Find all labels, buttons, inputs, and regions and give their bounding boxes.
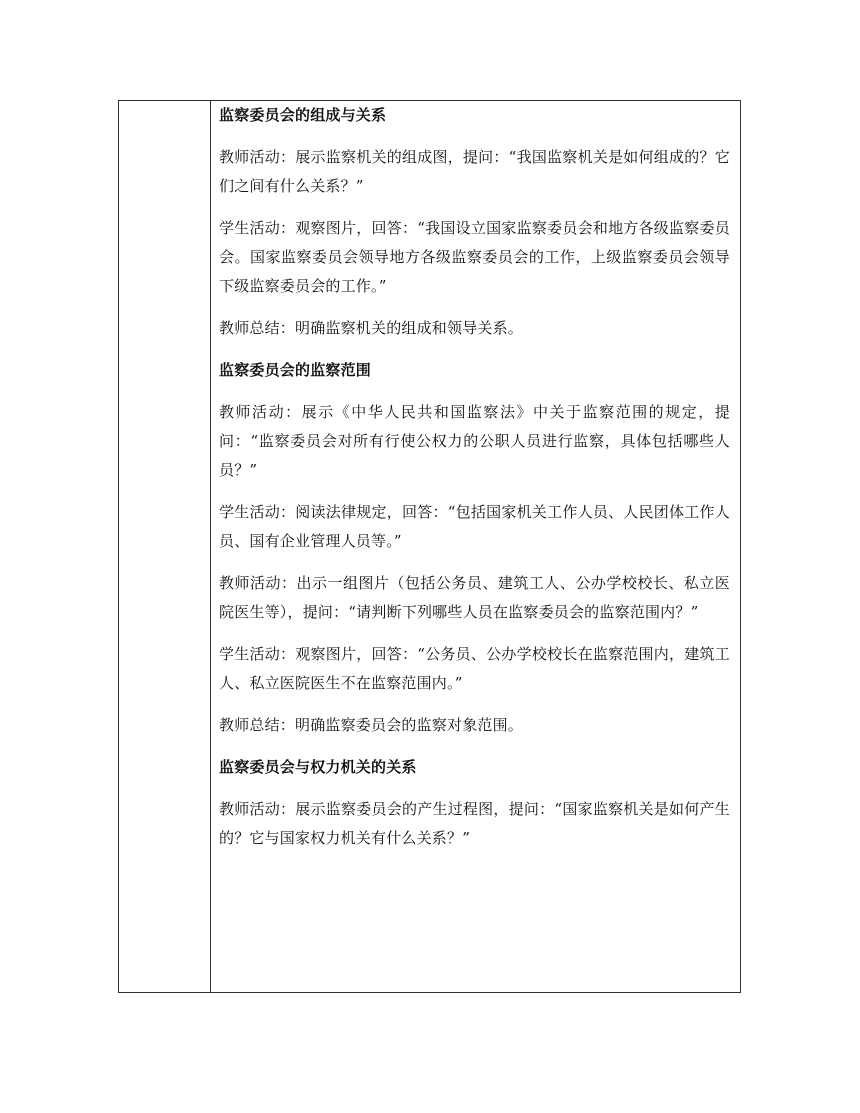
paragraph: 学生活动：阅读法律规定，回答：“包括国家机关工作人员、人民团体工作人员、国有企业管理人员等。” — [219, 503, 730, 550]
section-heading: 监察委员会与权力机关的关系 — [219, 758, 417, 776]
paragraph: 教师活动：展示《中华人民共和国监察法》中关于监察范围的规定，提问：“监察委员会对所有行使公权力的公职人员进行监察，具体包括哪些人员？” — [219, 403, 730, 479]
paragraph: 教师活动：展示监察委员会的产生过程图，提问：“国家监察机关是如何产生的？它与国家权力机关有什么关系？” — [219, 800, 730, 847]
paragraph: 学生活动：观察图片，回答：“我国设立国家监察委员会和地方各级监察委员会。国家监察委员会领导地方各级监察委员会的工作，上级监察委员会领导下级监察委员会的工作。” — [219, 219, 730, 295]
paragraph: 教师总结：明确监察机关的组成和领导关系。 — [219, 319, 524, 337]
table-content-cell — [211, 101, 740, 992]
paragraph: 学生活动：观察图片，回答：“公务员、公办学校校长在监察范围内，建筑工人、私立医院医生不在监察范围内。” — [219, 645, 730, 692]
paragraph: 教师总结：明确监察委员会的监察对象范围。 — [219, 716, 524, 734]
section-heading: 监察委员会的监察范围 — [219, 361, 372, 379]
paragraph: 教师活动：出示一组图片（包括公务员、建筑工人、公办学校校长、私立医院医生等），提问：“请判断下列哪些人员在监察委员会的监察范围内？” — [219, 574, 730, 621]
table-left-cell — [119, 101, 211, 992]
lesson-table — [118, 100, 741, 993]
section-heading: 监察委员会的组成与关系 — [219, 106, 387, 124]
paragraph: 教师活动：展示监察机关的组成图，提问：“我国监察机关是如何组成的？它们之间有什么关系？” — [219, 148, 730, 195]
